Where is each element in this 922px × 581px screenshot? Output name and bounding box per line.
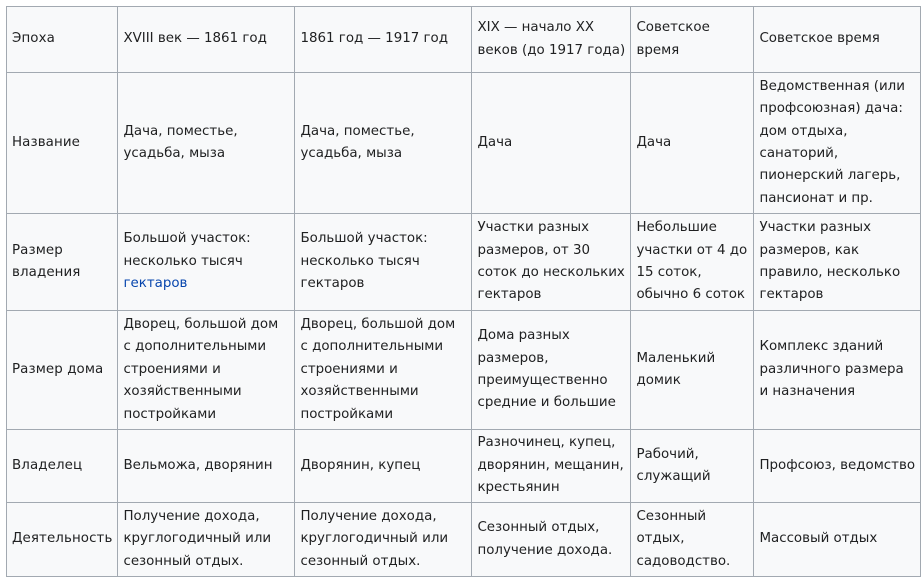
cell-plot-size-col5: Участки разных размеров, как правило, несколько гектаров (754, 214, 921, 311)
cell-era-col1: XVIII век — 1861 год (118, 7, 295, 73)
cell-era-col3: XIX — начало XX веков (до 1917 года) (472, 7, 631, 73)
cell-house-size-col3: Дома разных размеров, преимущественно средние и большие (472, 311, 631, 430)
row-label-name: Название (7, 73, 118, 214)
cell-name-col3: Дача (472, 73, 631, 214)
cell-activity-col5: Массовый отдых (754, 503, 921, 577)
cell-owner-col4: Рабочий, служащий (631, 430, 754, 503)
cell-activity-col4: Сезонный отдых, садоводство. (631, 503, 754, 577)
table-row-house-size (7, 311, 921, 430)
row-label-activity: Деятельность (7, 503, 118, 577)
cell-house-size-col2: Дворец, большой дом с дополнительными строениями и хозяйственными постройками (295, 311, 472, 430)
table-row-era (7, 7, 921, 73)
cell-era-col4: Советское время (631, 7, 754, 73)
cell-activity-col2: Получение дохода, круглогодичный или сезонный отдых. (295, 503, 472, 577)
cell-plot-size-col1: Большой участок: несколько тысяч гектаров (118, 214, 295, 311)
cell-name-col5: Ведомственная (или профсоюзная) дача: дом отдыха, санаторий, пионерский лагерь, пансионат и пр. (754, 73, 921, 214)
row-label-owner: Владелец (7, 430, 118, 503)
row-label-era: Эпоха (7, 7, 118, 73)
cell-plot-size-col2: Большой участок: несколько тысяч гектаров (295, 214, 472, 311)
table-row-name (7, 73, 921, 214)
cell-owner-col2: Дворянин, купец (295, 430, 472, 503)
hectares-link[interactable]: гектаров (123, 276, 188, 292)
cell-plot-size-col3: Участки разных размеров, от 30 соток до нескольких гектаров (472, 214, 631, 311)
dacha-comparison-table (6, 6, 921, 577)
cell-name-col2: Дача, поместье, усадьба, мыза (295, 73, 472, 214)
cell-owner-col1: Вельможа, дворянин (118, 430, 295, 503)
table-wrapper (6, 6, 921, 577)
table-row-activity (7, 503, 921, 577)
cell-era-col2: 1861 год — 1917 год (295, 7, 472, 73)
cell-name-col1: Дача, поместье, усадьба, мыза (118, 73, 295, 214)
cell-owner-col3: Разночинец, купец, дворянин, мещанин, крестьянин (472, 430, 631, 503)
cell-house-size-col4: Маленький домик (631, 311, 754, 430)
table-row-plot-size (7, 214, 921, 311)
row-label-plot-size: Размер владения (7, 214, 118, 311)
row-label-house-size: Размер дома (7, 311, 118, 430)
cell-house-size-col5: Комплекс зданий различного размера и назначения (754, 311, 921, 430)
cell-activity-col1: Получение дохода, круглогодичный или сезонный отдых. (118, 503, 295, 577)
table-row-owner (7, 430, 921, 503)
cell-name-col4: Дача (631, 73, 754, 214)
cell-house-size-col1: Дворец, большой дом с дополнительными строениями и хозяйственными постройками (118, 311, 295, 430)
cell-owner-col5: Профсоюз, ведомство (754, 430, 921, 503)
cell-activity-col3: Сезонный отдых, получение дохода. (472, 503, 631, 577)
cell-era-col5: Советское время (754, 7, 921, 73)
cell-plot-size-col4: Небольшие участки от 4 до 15 соток, обычно 6 соток (631, 214, 754, 311)
